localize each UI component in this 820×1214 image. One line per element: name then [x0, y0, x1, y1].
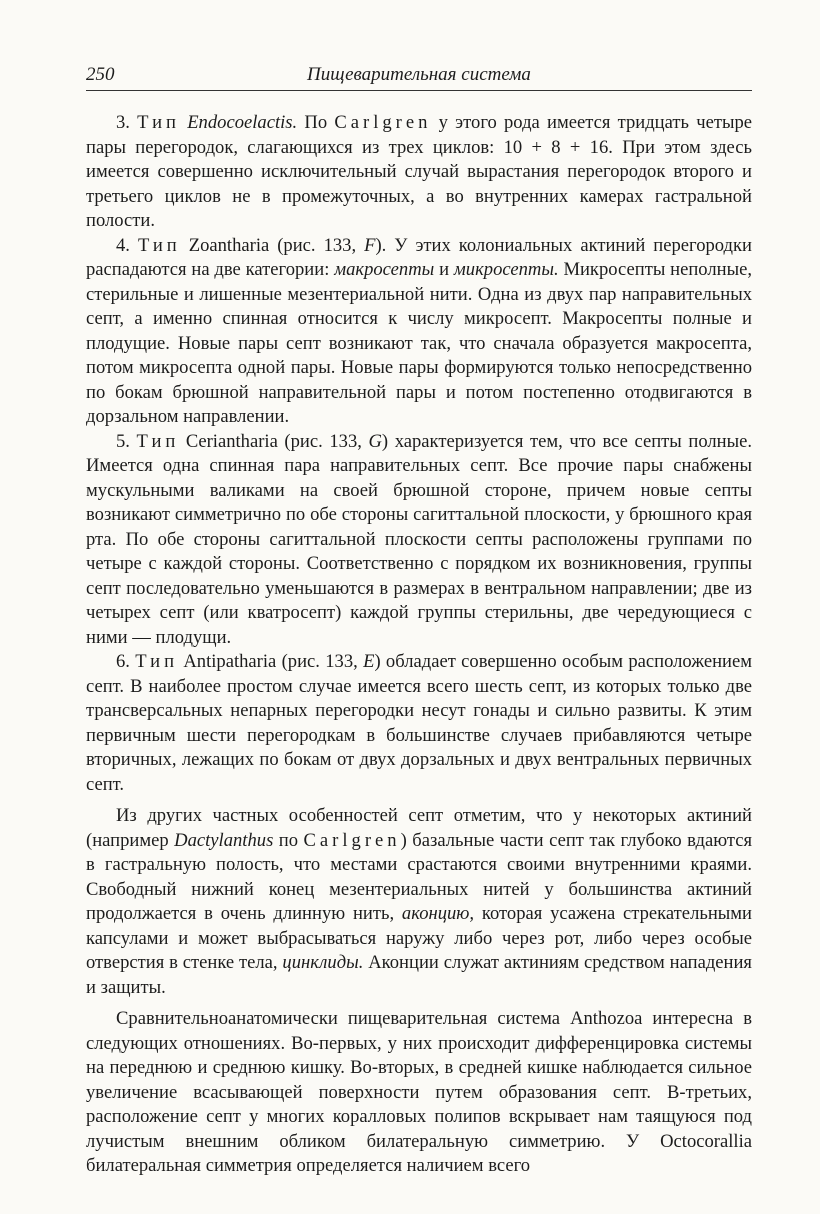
term-italic: микросепты. — [453, 259, 559, 280]
paragraph-type-antipatharia — [86, 650, 752, 797]
text-run: Микросепты неполные, стерильные и лишенные мезентериальной нити. Одна из двух пар направительных септ, а именно спинная относится к числу микросепт. Макросепты полные и плодущие. Новые пары септ возникают так, что сначала образуется макросепта, потом микросепта одной пары. Новые пары формируются только непосредственно по бокам брюшной направительной пары и потом постепенно отодвигаются в дорзальном направлении. — [86, 259, 752, 427]
page-body — [86, 111, 752, 1179]
text-run: ) базальные части септ так глубоко вдаются в гастральную полость, что местами срастаются своими внутренними краями. Свободный нижний конец мезентериальных нитей у большинства актиний продолжается в очень длинную нить, — [86, 829, 752, 924]
text-run: Zoantharia (рис. 133, — [180, 234, 365, 256]
author-name: Carlgren — [303, 829, 401, 851]
text-run: Ceriantharia (рис. 133, — [179, 430, 369, 452]
spaced-word-type: Тип — [137, 234, 181, 256]
paragraph-type-ceriantharia — [86, 430, 752, 651]
page-header — [86, 60, 752, 91]
paragraph-septa-features — [86, 804, 752, 1000]
text-run: Из других частных особенностей септ отметим, что у некоторых актиний (например — [86, 805, 752, 851]
text-run: ) характеризуется тем, что все септы полные. Имеется одна спинная пара направительных септ. Все прочие пары снабжены мускульными валиками на своей брюшной стороне, причем новые септы возникают симметрично по обе стороны сагиттальной плоскости, у брюшного края рта. По обе стороны сагиттальной плоскости септы расположены группами по четыре с каждой стороны. Соответственно с порядком их возникновения, группы септ последовательно уменьшаются в размерах в вентральном направлении; две из четырех септ (или кватросепт) каждой группы стерильны, две чередующиеся с ними — плодущи. — [86, 430, 753, 648]
term-italic: макросепты — [334, 259, 435, 280]
text-run: ) обладает совершенно особым расположением септ. В наиболее простом случае имеется всего шесть септ, из которых только две трансверсальных непарных перегородки несут гонады и сильно развиты. К этим первичным шести перегородкам в большинстве случаев прибавляются четыре вторичных, лежащих по бокам от двух дорзальных и двух вентральных первичных септ. — [86, 651, 753, 795]
page-number: 250 — [86, 64, 115, 85]
item-number: 4. — [116, 234, 138, 256]
text-run: и — [434, 259, 454, 280]
term-italic: цинклиды. — [282, 952, 364, 973]
genus-name: Dactylanthus — [174, 829, 274, 851]
figure-letter: G — [368, 430, 382, 452]
item-number: 6. — [116, 651, 136, 672]
paragraph-comparative-anatomy: Сравнительноанатомически пищеварительная система Anthozoa интересна в следующих отношениях. Во-первых, у них происходит дифференцировка системы на переднюю и среднюю кишку. Во-вторых, в средней кишке наблюдается сильное увеличение всасывающей поверхности путем образования септ. В-третьих, расположение септ у многих коралловых полипов вскрывает нам таящуюся под лучистым внешним обликом билатеральную симметрию. У Octocorallia билатеральная симметрия определяется наличием всего — [86, 1008, 752, 1176]
text-run: Antipatharia (рис. 133, — [178, 651, 364, 672]
running-title: Пищеварительная система — [307, 64, 531, 85]
genus-name: Endocoelactis. — [187, 112, 298, 133]
item-number: 3. — [116, 112, 138, 133]
text-run: которая усажена стрекательными капсулами и может выбрасываться наружу либо через рот, либо через особые отверстия в стенке тела, — [86, 903, 752, 973]
text-run: По — [297, 112, 335, 133]
paragraph-type-zoantharia — [86, 234, 752, 430]
figure-letter: E — [363, 651, 375, 672]
term-italic: аконцию, — [401, 903, 475, 924]
item-number: 5. — [116, 430, 137, 452]
text-run: у этого рода имеется тридцать четыре пары перегородок, слагающихся из трех циклов: 10 + 8 + 16. При этом здесь имеется совершенно исключительный случай вырастания перегородок второго и третьего циклов не в промежуточных, а во внутренних камерах гастральной полости. — [86, 112, 752, 231]
text-run: по — [273, 829, 304, 851]
author-name: Carlgren — [334, 112, 432, 133]
spaced-word-type: Тип — [137, 112, 180, 133]
spaced-word-type: Тип — [135, 651, 179, 672]
text-run: ). У этих колониальных актиний перегородки распадаются на две категории: — [86, 234, 752, 280]
text-run: Аконции служат актиниям средством нападения и защиты. — [86, 952, 752, 998]
figure-letter: F — [364, 234, 376, 256]
paragraph-type-endocoelactis — [86, 111, 752, 234]
spaced-word-type: Тип — [136, 430, 180, 452]
